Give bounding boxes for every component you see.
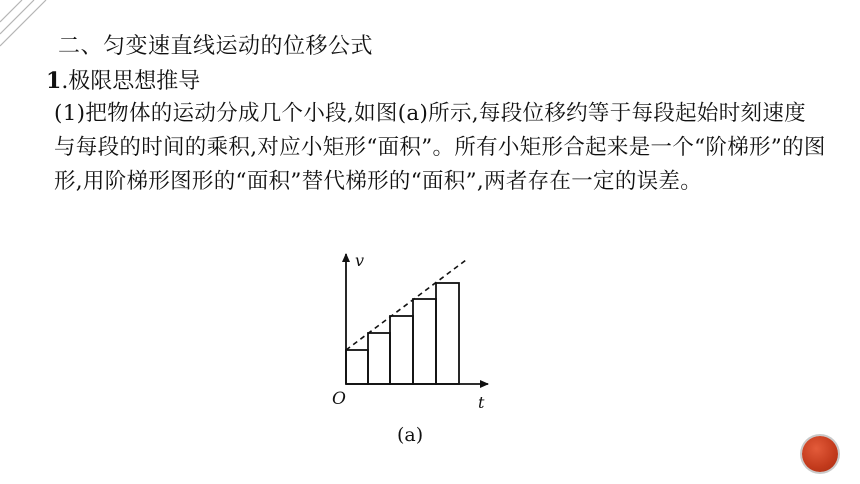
step-rect-1 <box>346 350 368 384</box>
axis-x-label: t <box>478 393 485 412</box>
step-rect-2 <box>368 333 390 384</box>
step-rect-4 <box>413 299 436 384</box>
figure-caption: (a) <box>397 424 424 446</box>
step-rect-5 <box>436 283 459 384</box>
velocity-dashed-line <box>346 260 466 350</box>
corner-decoration <box>0 0 60 60</box>
vt-staircase-figure <box>330 248 495 420</box>
axis-y-label: v <box>355 251 365 270</box>
subsection-label: .极限思想推导 <box>61 69 201 94</box>
origin-label: O <box>332 389 346 409</box>
subsection-title <box>46 64 200 95</box>
page-badge <box>802 436 838 472</box>
step-rect-3 <box>390 316 413 384</box>
subsection-number: 1 <box>46 68 62 94</box>
section-title: 二、匀变速直线运动的位移公式 <box>58 34 374 59</box>
body-paragraph: (1)把物体的运动分成几个小段,如图(a)所示,每段位移约等于每段起始时刻速度与每段的时间的乘积,对应小矩形“面积”。所有小矩形合起来是一个“阶梯形”的图形,用阶梯形图形的“面积”替代梯形的“面积”,两者存在一定的误差。 <box>54 101 826 194</box>
